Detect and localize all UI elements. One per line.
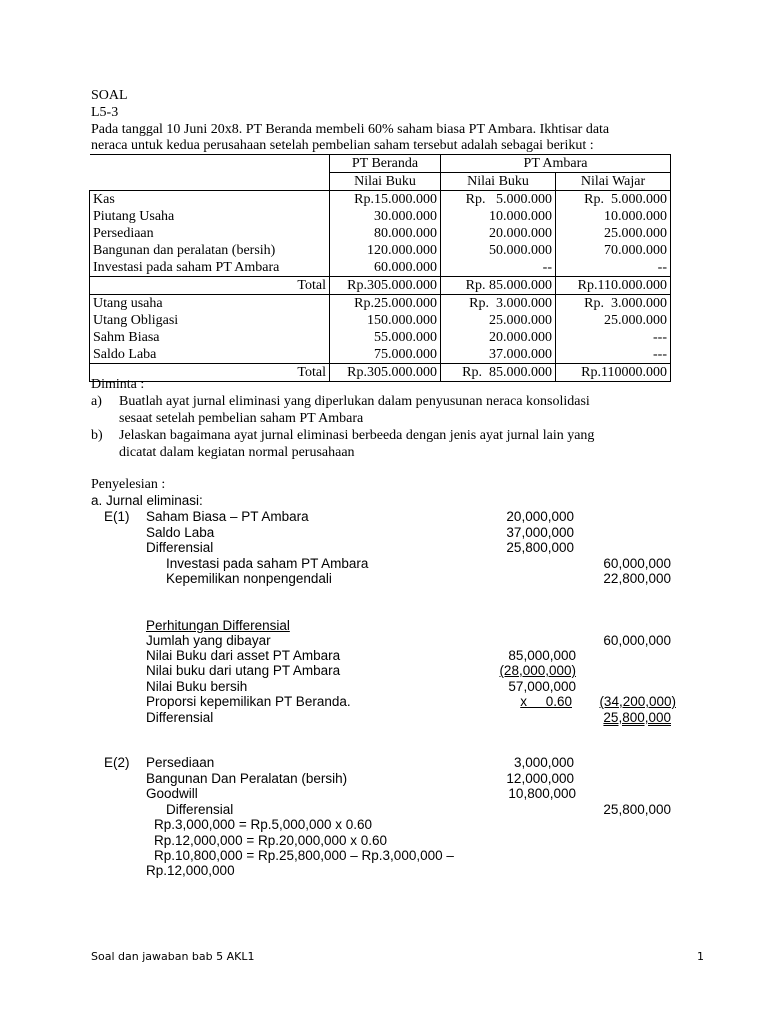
diminta-label: Diminta : [91, 377, 145, 392]
col-head-ambara: PT Ambara [441, 155, 671, 173]
intro-line-1: Pada tanggal 10 Juni 20x8. PT Beranda membeli 60% saham biasa PT Ambara. Ikhtisar data [91, 122, 610, 137]
table-header-row-1 [90, 155, 671, 173]
entry-line: Persediaan [146, 755, 215, 770]
calc-debit: (28,000,000) [499, 663, 576, 678]
solution-sub-a: a. Jurnal eliminasi: [91, 493, 203, 508]
assets-total-row: Total Rp.305.000.000 Rp. 85.000.000 Rp.110.000.000 [90, 277, 671, 295]
calc-line: Nilai Buku dari asset PT Ambara [146, 648, 341, 663]
debit-amount: 3,000,000 [513, 755, 574, 770]
question-b-line-1: Jelaskan bagaimana ayat jurnal eliminasi berbeeda dengan jenis ayat jurnal lain yang [119, 428, 595, 443]
note-line: Rp.3,000,000 = Rp.5,000,000 x 0.60 [154, 817, 373, 832]
question-b-line-2: dicatat dalam kegiatan normal perusahaan [119, 445, 355, 460]
entry-e1-code: E(1) [104, 509, 130, 524]
calc-debit: 57,000,000 [508, 679, 576, 694]
intro-line-2: neraca untuk kedua perusahaan setelah pembelian saham tersebut adalah sebagai berikut : [91, 138, 594, 153]
doc-title: SOAL [91, 88, 128, 103]
debit-amount: 37,000,000 [506, 525, 574, 540]
liabilities-total-row: Total Rp.305.000.000 Rp. 85.000.000 Rp.110000.000 [90, 364, 671, 382]
debit-amount: 25,800,000 [506, 540, 574, 555]
calc-line: Jumlah yang dibayar [146, 633, 271, 648]
calc-credit: 60,000,000 [603, 633, 671, 648]
table-row: Utang Obligasi 150.000.000 25.000.000 25.000.000 [90, 312, 671, 329]
table-row: Investasi pada saham PT Ambara 60.000.000 -- -- [90, 259, 671, 277]
col-head-nilai-buku-beranda: Nilai Buku [330, 173, 441, 191]
table-row: Bangunan dan peralatan (bersih) 120.000.000 50.000.000 70.000.000 [90, 242, 671, 259]
entry-e2-code: E(2) [104, 755, 130, 770]
debit-amount: 20,000,000 [506, 509, 574, 524]
debit-amount: 12,000,000 [506, 771, 574, 786]
table-row: Persediaan 80.000.000 20.000.000 25.000.000 [90, 225, 671, 242]
col-head-nilai-wajar-ambara: Nilai Wajar [556, 173, 671, 191]
question-a-marker: a) [91, 394, 102, 409]
note-line: Rp.12,000,000 [146, 863, 235, 878]
calc-credit: (34,200,000) [599, 694, 676, 709]
footer-text: Soal dan jawaban bab 5 AKL1 [91, 950, 255, 963]
solution-label: Penyelesian : [91, 477, 166, 492]
problem-code: L5-3 [91, 105, 119, 120]
calc-line: Differensial [146, 710, 214, 725]
calc-line: Proporsi kepemilikan PT Beranda. [146, 694, 351, 709]
note-line: Rp.12,000,000 = Rp.20,000,000 x 0.60 [154, 833, 388, 848]
entry-line: Bangunan Dan Peralatan (bersih) [146, 771, 348, 786]
table-row: Sahm Biasa 55.000.000 20.000.000 --- [90, 329, 671, 346]
calc-line: Nilai buku dari utang PT Ambara [146, 663, 341, 678]
debit-amount: 10,800,000 [508, 786, 576, 801]
col-head-beranda: PT Beranda [330, 155, 441, 173]
calc-debit: 85,000,000 [508, 648, 576, 663]
note-line: Rp.10,800,000 = Rp.25,800,000 – Rp.3,000,000 – [154, 848, 454, 863]
entry-line: Differensial [146, 540, 214, 555]
entry-line: Saldo Laba [146, 525, 215, 540]
question-b-marker: b) [91, 428, 103, 443]
calc-result: 25,800,000 [603, 710, 671, 725]
balance-sheet-table [89, 154, 671, 382]
calc-debit: x 0.60 [520, 694, 572, 709]
entry-line: Kepemilikan nonpengendali [166, 571, 332, 586]
question-a-line-2: sesaat setelah pembelian saham PT Ambara [119, 411, 364, 426]
table-row: Piutang Usaha 30.000.000 10.000.000 10.000.000 [90, 208, 671, 225]
credit-amount: 22,800,000 [603, 571, 671, 586]
entry-line: Differensial [166, 802, 234, 817]
table-row: Utang usaha Rp.25.000.000 Rp. 3.000.000 Rp. 3.000.000 [90, 295, 671, 313]
table-row: Saldo Laba 75.000.000 37.000.000 --- [90, 346, 671, 364]
credit-amount: 25,800,000 [603, 802, 671, 817]
col-head-nilai-buku-ambara: Nilai Buku [441, 173, 556, 191]
question-a-line-1: Buatlah ayat jurnal eliminasi yang diperlukan dalam penyusunan neraca konsolidasi [119, 394, 590, 409]
entry-line: Investasi pada saham PT Ambara [166, 556, 369, 571]
credit-amount: 60,000,000 [603, 556, 671, 571]
table-header-row-2 [90, 173, 671, 191]
table-row: Kas Rp.15.000.000 Rp. 5.000.000 Rp. 5.000.000 [90, 191, 671, 209]
page-number: 1 [697, 950, 704, 963]
entry-line: Saham Biasa – PT Ambara [146, 509, 309, 524]
entry-line: Goodwill [146, 786, 198, 801]
calc-line: Nilai Buku bersih [146, 679, 248, 694]
calc-title: Perhitungan Differensial [146, 618, 290, 633]
